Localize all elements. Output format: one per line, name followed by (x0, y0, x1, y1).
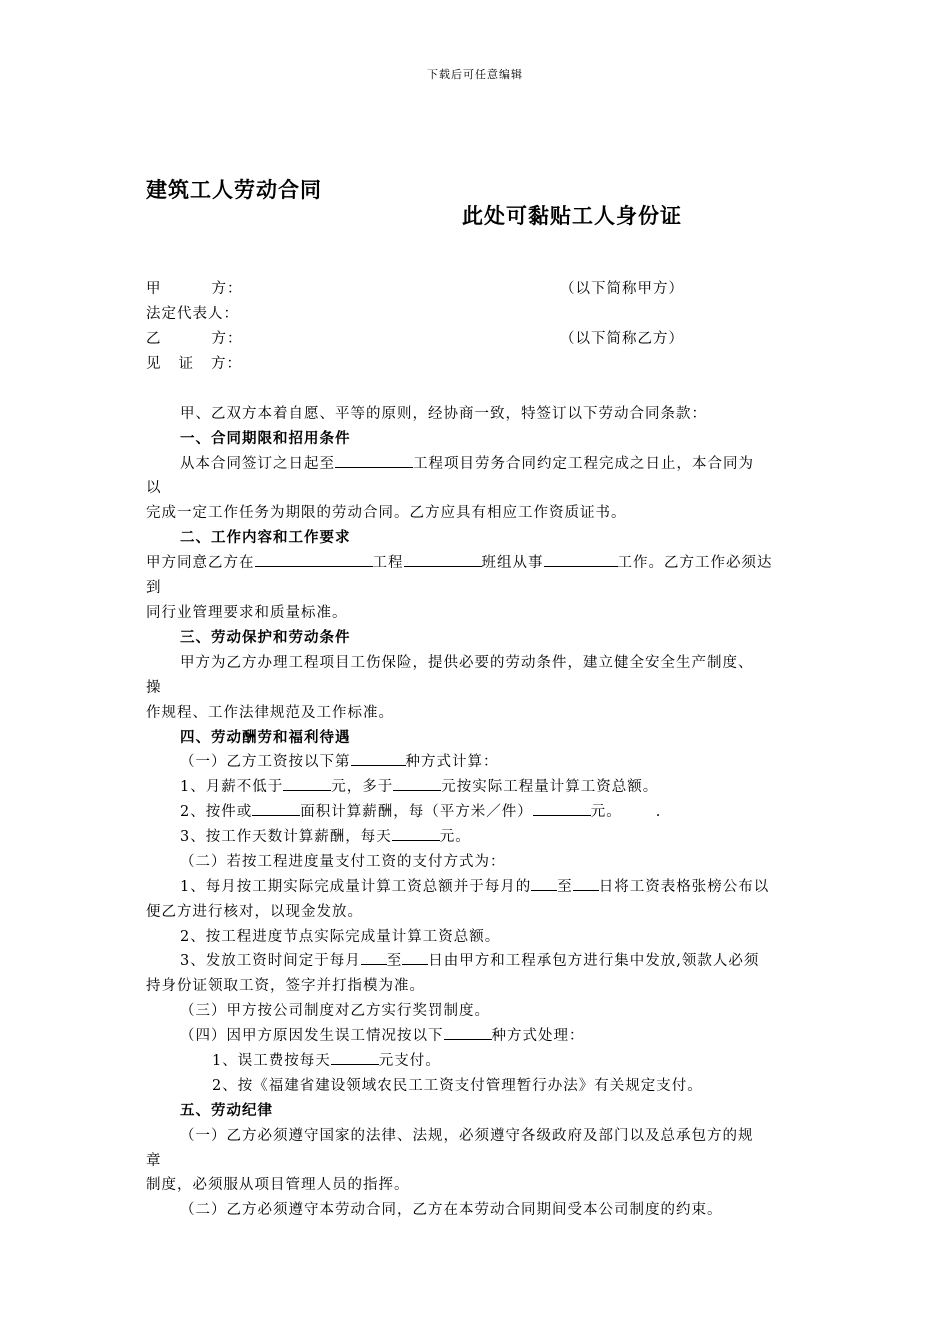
blank-field[interactable] (393, 775, 441, 791)
section-4-delay-2: 2、按《福建省建设领域农民工工资支付管理暂行办法》有关规定支付。 (212, 1078, 703, 1094)
legal-rep-line: 法定代表人： (146, 306, 239, 322)
section-1-line-1 (180, 452, 754, 473)
section-4-title: 四、劳动酬劳和福利待遇 (180, 730, 351, 746)
section-5-item-1: （一）乙方必须遵守国家的法律、法规，必须遵守各级政府及部门以及总承包方的规 (180, 1128, 754, 1144)
section-5-title: 五、劳动纪律 (180, 1103, 273, 1119)
section-2-wrap: 到 (146, 580, 162, 596)
section-1-title: 一、合同期限和招用条件 (180, 431, 351, 447)
section-2-title: 二、工作内容和工作要求 (180, 530, 351, 546)
text-span: 元支付。 (378, 1053, 441, 1069)
text-span: 日将工资表格张榜公布以 (598, 879, 770, 895)
section-4-method-3 (180, 825, 471, 846)
blank-field[interactable] (255, 551, 373, 567)
party-a-label: 甲 (146, 281, 162, 297)
party-a-line (146, 277, 243, 298)
text-span: 面积计算薪酬，每（平方米／件） (300, 804, 533, 820)
section-2-line-2: 同行业管理要求和质量标准。 (146, 605, 348, 621)
blank-field[interactable] (404, 551, 482, 567)
text-span: 工程项目劳务合同约定工程完成之日止，本合同为 (413, 456, 754, 472)
text-span: 从本合同签订之日起至 (180, 456, 335, 472)
section-1-line-2: 完成一定工作任务为期限的劳动合同。乙方应具有相应工作资质证书。 (146, 505, 627, 521)
witness-label-suffix: 方： (211, 356, 242, 372)
party-b-label: 乙 (146, 331, 162, 347)
text-span: 甲方同意乙方在 (146, 555, 255, 571)
text-span: 至 (557, 879, 573, 895)
section-4-item-1 (180, 750, 499, 771)
text-span: 元。 (590, 804, 622, 820)
text-span: . (655, 804, 662, 820)
text-span: 工程 (372, 555, 404, 571)
blank-field[interactable] (331, 1049, 379, 1065)
blank-field[interactable] (533, 800, 591, 816)
party-b-note: （以下简称乙方） (560, 331, 684, 347)
section-4-method-1 (180, 775, 658, 796)
section-5-wrap: 章 (146, 1153, 162, 1169)
party-a-note: （以下简称甲方） (560, 281, 684, 297)
section-5-item-1-cont: 制度，必须服从项目管理人员的指挥。 (146, 1177, 410, 1193)
blank-field[interactable] (573, 875, 599, 891)
text-span: （一）乙方工资按以下第 (180, 754, 351, 770)
document-title: 建筑工人劳动合同 (146, 178, 322, 202)
text-span: 种方式计算： (405, 754, 499, 770)
blank-field[interactable] (351, 750, 406, 766)
section-4-pay-3-wrap: 持身份证领取工资，签字并打指模为准。 (146, 978, 425, 994)
text-span: 元按实际工程量计算工资总额。 (441, 779, 659, 795)
text-span: 3、发放工资时间定于每月 (180, 953, 361, 969)
section-4-pay-2: 2、按工程进度节点实际完成量计算工资总额。 (180, 929, 501, 945)
section-3-title: 三、劳动保护和劳动条件 (180, 630, 351, 646)
blank-field[interactable] (402, 949, 428, 965)
party-a-label-suffix: 方： (211, 281, 243, 297)
section-4-method-2 (180, 800, 661, 821)
section-4-pay-3 (180, 949, 759, 970)
blank-field[interactable] (531, 875, 557, 891)
section-3-line-1: 甲方为乙方办理工程项目工伤保险，提供必要的劳动条件，建立健全安全生产制度、 (180, 655, 754, 671)
blank-field[interactable] (444, 1024, 492, 1040)
section-3-line-2: 作规程、工作法律规范及工作标准。 (146, 705, 394, 721)
witness-label: 见 (146, 356, 162, 372)
section-4-item-2: （二）若按工程进度量支付工资的支付方式为： (180, 854, 506, 870)
section-3-wrap: 操 (146, 680, 162, 696)
text-span: 工作。乙方工作必须达 (617, 555, 773, 571)
blank-field[interactable] (544, 551, 618, 567)
blank-field[interactable] (361, 949, 387, 965)
text-span: 元，多于 (331, 779, 394, 795)
party-b-line (146, 327, 243, 348)
blank-field[interactable] (392, 825, 440, 841)
party-b-label-suffix: 方： (211, 331, 243, 347)
section-4-item-4 (180, 1024, 585, 1045)
text-span: （四）因甲方原因发生误工情况按以下 (180, 1028, 444, 1044)
id-card-note: 此处可黏贴工人身份证 (462, 204, 682, 228)
text-span: 1、误工费按每天 (212, 1053, 331, 1069)
text-span: 2、按件或 (180, 804, 253, 820)
text-span: 班组从事 (481, 555, 544, 571)
section-4-delay-1 (212, 1049, 441, 1070)
blank-field[interactable] (335, 452, 413, 468)
section-1-wrap: 以 (146, 480, 162, 496)
witness-label-mid: 证 (178, 356, 194, 372)
text-span: 日由甲方和工程承包方进行集中发放,领款人必须 (428, 953, 760, 969)
blank-field[interactable] (283, 775, 331, 791)
text-span: 元。 (439, 829, 471, 845)
blank-field[interactable] (252, 800, 300, 816)
page-header: 下载后可任意编辑 (427, 68, 523, 81)
intro-paragraph: 甲、乙双方本着自愿、平等的原则，经协商一致，特签订以下劳动合同条款： (180, 406, 707, 422)
text-span: 1、月薪不低于 (180, 779, 284, 795)
text-span: 1、每月按工期实际完成量计算工资总额并于每月的 (180, 879, 532, 895)
section-4-pay-1 (180, 875, 769, 896)
section-4-item-3: （三）甲方按公司制度对乙方实行奖罚制度。 (180, 1003, 490, 1019)
text-span: 3、按工作天数计算薪酬，每天 (180, 829, 392, 845)
section-4-pay-1-wrap: 便乙方进行核对，以现金发放。 (146, 904, 363, 920)
text-span: 至 (386, 953, 403, 969)
witness-line (146, 352, 242, 373)
section-5-item-2: （二）乙方必须遵守本劳动合同，乙方在本劳动合同期间受本公司制度的约束。 (180, 1202, 723, 1218)
text-span: 种方式处理： (491, 1028, 585, 1044)
section-2-line-1 (146, 551, 773, 572)
